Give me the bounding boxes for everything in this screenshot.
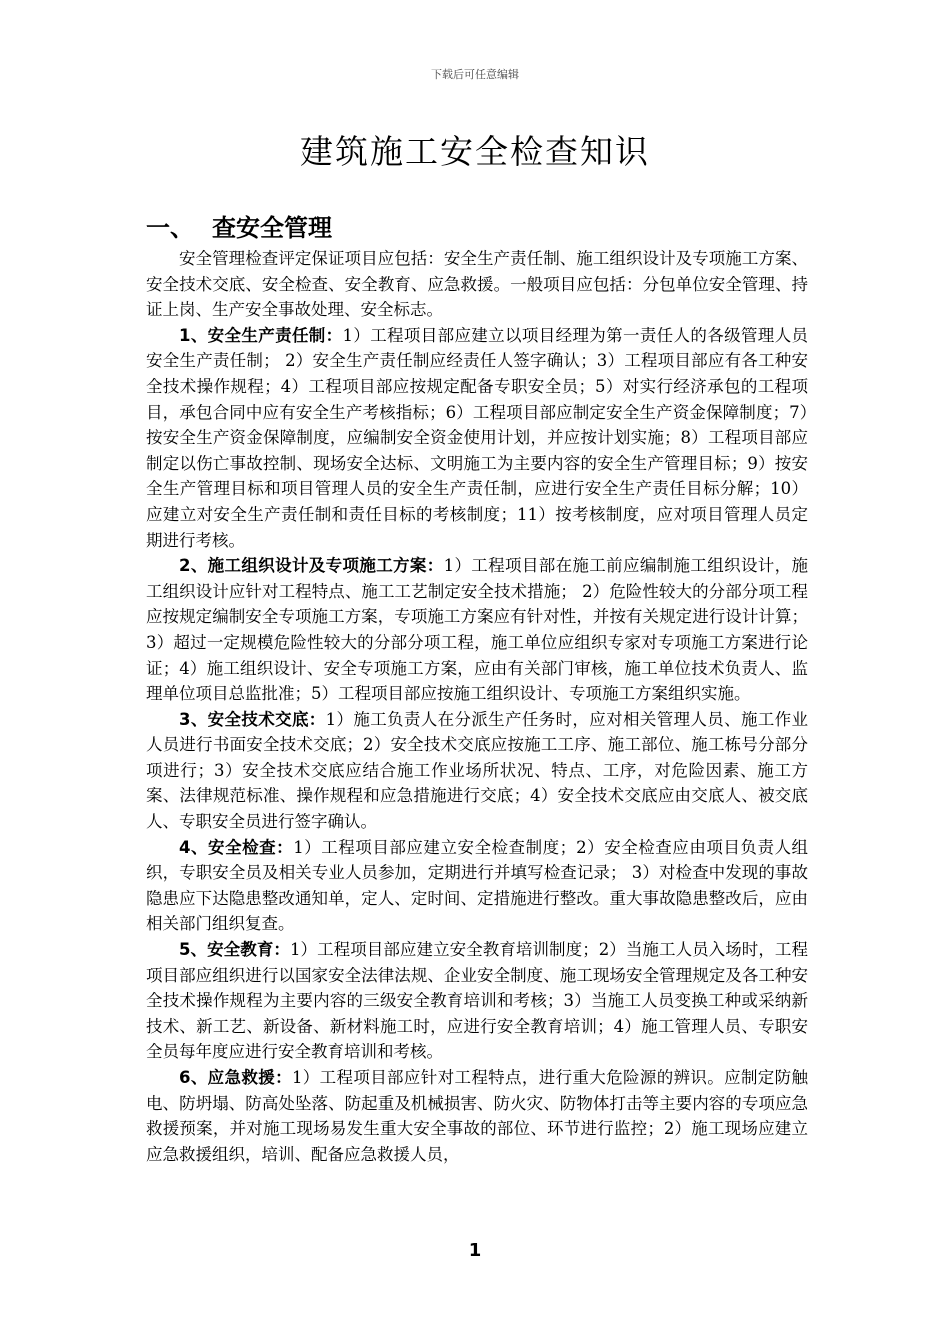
- item-paragraph: [146, 553, 808, 707]
- item-text: 1）施工负责人在分派生产任务时，应对相关管理人员、施工作业人员进行书面安全技术交底；2）安全技术交底应按施工工序、施工部位、施工栋号分部分项进行；3）安全技术交底应结合施工作业场所状况、特点、工序，对危险因素、施工方案、法律规范标准、操作规程和应急措施进行交底；4）安全技术交底应由交底人、被交底人、专职安全员进行签字确认。: [146, 709, 809, 832]
- item-label: 2、施工组织设计及专项施工方案：: [179, 556, 444, 576]
- item-paragraph: [146, 323, 808, 553]
- page-number: 1: [468, 1240, 482, 1261]
- section-number: 一、: [146, 214, 194, 242]
- item-paragraph: [146, 937, 808, 1065]
- item-text: 1）工程项目部应建立以项目经理为第一责任人的各级管理人员安全生产责任制； 2）安全生产责任制应经责任人签字确认；3）工程项目部应有各工种安全技术操作规程；4）工程项目部应按规定配备专职安全员；5）对实行经济承包的工程项目，承包合同中应有安全生产考核指标；6）工程项目部应制定安全生产资金保障制度；7）按安全生产资金保障制度，应编制安全资金使用计划，并应按计划实施；8）工程项目部应制定以伤亡事故控制、现场安全达标、文明施工为主要内容的安全生产管理目标；9）按安全生产管理目标和项目管理人员的安全生产责任制，应进行安全生产责任目标分解；10）应建立对安全生产责任制和责任目标的考核制度；11）按考核制度，应对项目管理人员定期进行考核。: [146, 325, 808, 550]
- intro-paragraph: 安全管理检查评定保证项目应包括：安全生产责任制、施工组织设计及专项施工方案、安全技术交底、安全检查、安全教育、应急救援。一般项目应包括：分包单位安全管理、持证上岗、生产安全事故处理、安全标志。: [146, 249, 808, 320]
- item-paragraph: [146, 707, 808, 835]
- document-body: [146, 246, 808, 1167]
- section-title: 查安全管理: [212, 214, 332, 242]
- item-label: 1、安全生产责任制：: [179, 325, 343, 345]
- item-label: 4、安全检查：: [179, 837, 294, 857]
- section-heading: [146, 208, 332, 243]
- header-note: 下载后可任意编辑: [431, 68, 519, 81]
- item-text: 1）工程项目部在施工前应编制施工组织设计，施工组织设计应针对工程特点、施工工艺制定安全技术措施； 2）危险性较大的分部分项工程应按规定编制安全专项施工方案，专项施工方案应有针对性，并按有关规定进行设计计算；3）超过一定规模危险性较大的分部分项工程，施工单位应组织专家对专项施工方案进行论证；4）施工组织设计、安全专项施工方案，应由有关部门审核，施工单位技术负责人、监理单位项目总监批准；5）工程项目部应按施工组织设计、专项施工方案组织实施。: [146, 556, 808, 704]
- item-text: 1）工程项目部应建立安全检查制度；2）安全检查应由项目负责人组织，专职安全员及相关专业人员参加，定期进行并填写检查记录； 3）对检查中发现的事故隐患应下达隐患整改通知单，定人、定时间、定措施进行整改。重大事故隐患整改后，应由相关部门组织复查。: [146, 837, 809, 934]
- item-paragraph: [146, 835, 808, 937]
- item-text: 1）工程项目部应针对工程特点，进行重大危险源的辨识。应制定防触电、防坍塌、防高处坠落、防起重及机械损害、防火灾、防物体打击等主要内容的专项应急救援预案，并对施工现场易发生重大安全事故的部位、环节进行监控；2）施工现场应建立应急救援组织，培训、配备应急救援人员，: [146, 1068, 809, 1164]
- item-label: 6、应急救援：: [179, 1068, 292, 1087]
- item-paragraph: [146, 1065, 808, 1167]
- item-label: 3、安全技术交底：: [179, 709, 326, 729]
- item-label: 5、安全教育：: [179, 940, 290, 960]
- item-text: 1）工程项目部应建立安全教育培训制度；2）当施工人员入场时，工程项目部应组织进行以国家安全法律法规、企业安全制度、施工现场安全管理规定及各工种安全技术操作规程为主要内容的三级安全教育培训和考核；3）当施工人员变换工种或采纳新技术、新工艺、新设备、新材料施工时，应进行安全教育培训；4）施工管理人员、专职安全员每年度应进行安全教育培训和考核。: [146, 940, 809, 1062]
- document-title: 建筑施工安全检查知识: [300, 132, 650, 171]
